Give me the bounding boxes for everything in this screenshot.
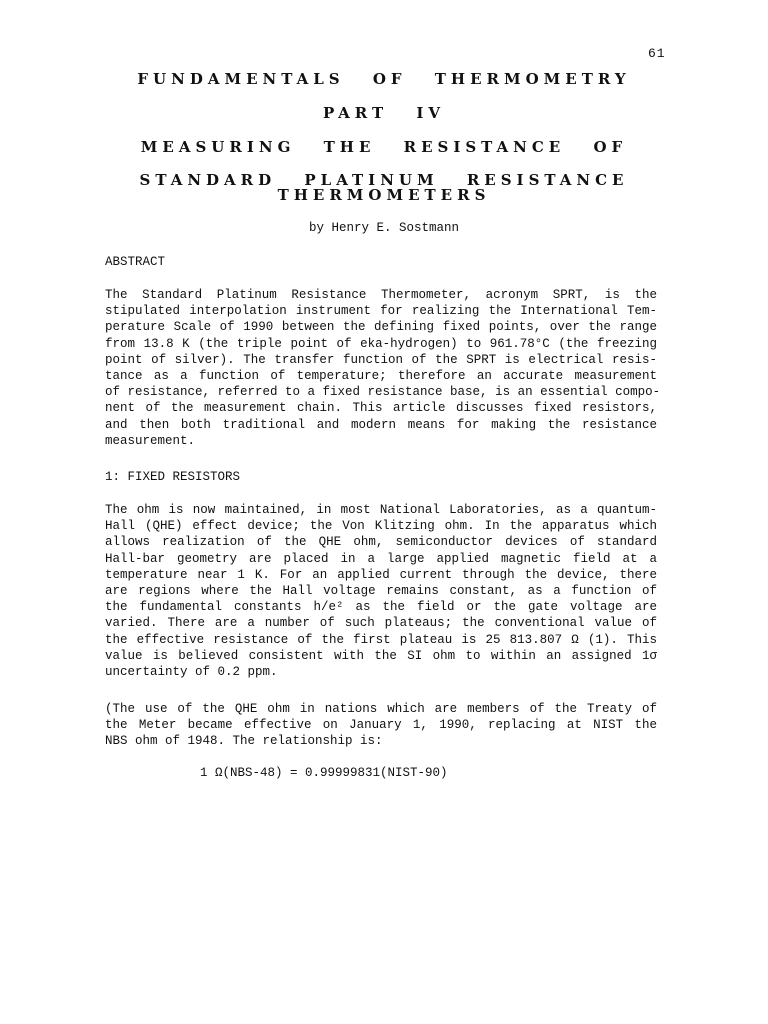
body-line: are regions where the Hall voltage remains constant, as a function of [105,583,657,598]
page-number: 61 [648,46,666,61]
abstract-line: nent of the measurement chain. This article discusses fixed resistors, [105,401,657,416]
abstract-line: of resistance, referred to a fixed resistance base, is an essential compo- [105,385,661,400]
section-heading-fixed-resistors: 1: FIXED RESISTORS [105,470,241,484]
title-line-2: PART IV [322,104,446,122]
abstract-heading: ABSTRACT [105,255,166,269]
body-line: the effective resistance of the first plateau is 25 813.807 Ω (1). This [105,632,657,647]
body-line: Hall-bar geometry are placed in a large applied magnetic field at a [105,551,657,566]
body-line: The ohm is now maintained, in most National Laboratories, as a quantum- [105,503,657,517]
treaty-paragraph [105,701,657,750]
abstract-line: stipulated interpolation instrument for realizing the International Tem- [105,304,657,319]
abstract-line: from 13.8 K (the triple point of eka-hydrogen) to 961.78°C (the freezing [105,336,657,351]
body-line: NBS ohm of 1948. The relationship is: [105,734,383,749]
title-line-4: STANDARD PLATINUM RESISTANCE [139,171,629,189]
abstract-paragraph [105,287,661,449]
abstract-line: perature Scale of 1990 between the defining fixed points, over the range [105,320,657,335]
title-line-3: MEASURING THE RESISTANCE OF [140,138,628,156]
body-line: value is believed consistent with the SI ohm to within an assigned 1σ [105,648,657,663]
body-line: Hall (QHE) effect device; the Von Klitzing ohm. In the apparatus which [105,519,657,534]
body-line: uncertainty of 0.2 ppm. [105,664,278,679]
body-line: the Meter became effective on January 1, 1990, replacing at NIST the [105,718,657,733]
abstract-line: tance as a function of temperature; therefore an accurate measurement [105,368,657,383]
body-line: the fundamental constants h/e² as the field or the gate voltage are [105,600,657,615]
abstract-line: point of silver). The transfer function of the SPRT is electrical resis- [105,352,657,367]
ohm-relationship-equation: 1 Ω(NBS-48) = 0.99999831(NIST-90) [200,766,448,780]
body-line: allows realization of the QHE ohm, semiconductor devices of standard [105,535,657,550]
author-byline: by Henry E. Sostmann [308,221,460,235]
body-line: temperature near 1 K. For an applied current through the device, there [105,567,657,582]
title-line-5: THERMOMETERS [277,186,491,204]
abstract-line: measurement. [105,433,196,448]
body-line: varied. There are a number of such plateaus; the conventional value of [105,616,657,631]
abstract-line: The Standard Platinum Resistance Thermometer, acronym SPRT, is the [105,288,657,302]
qhe-ohm-paragraph [105,502,657,680]
abstract-line: and then both traditional and modern means for making the resistance [105,417,657,432]
body-line: (The use of the QHE ohm in nations which are members of the Treaty of [105,702,657,716]
title-line-1: FUNDAMENTALS OF THERMOMETRY [137,70,631,88]
